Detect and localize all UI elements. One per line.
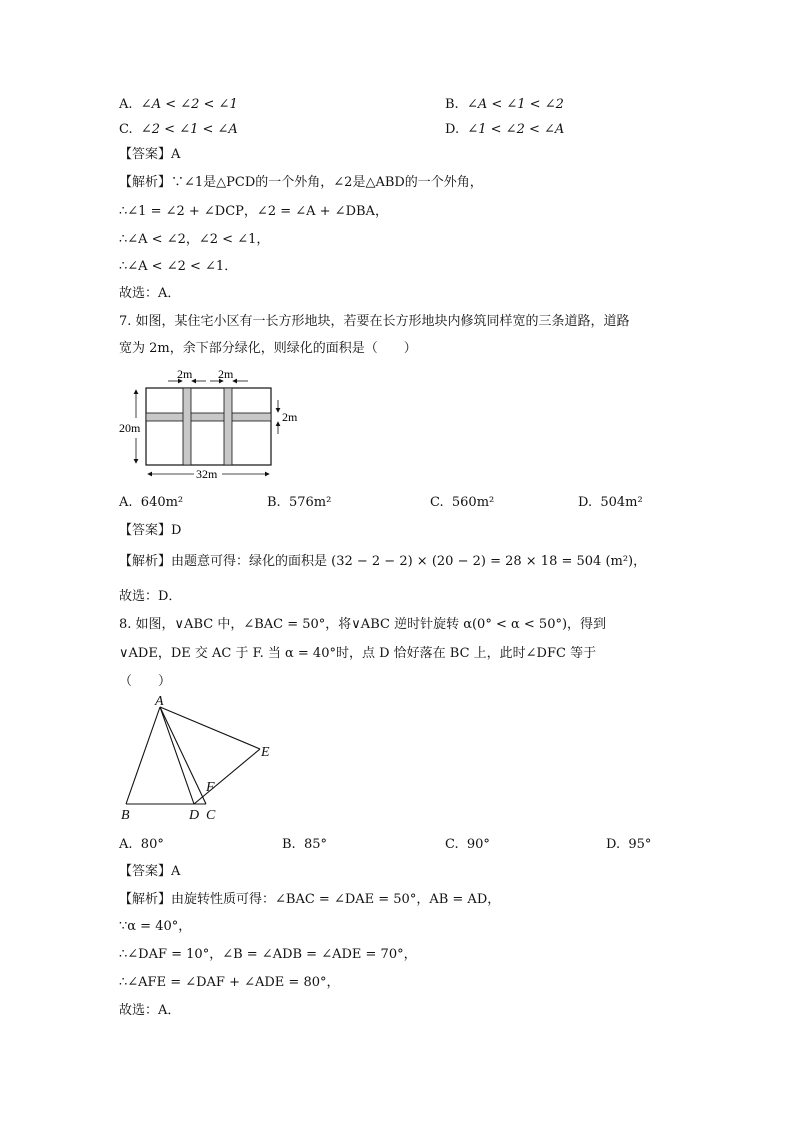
point-label-d: D xyxy=(189,808,200,823)
q8-option-b xyxy=(282,836,327,854)
q6-analysis-line: 【解析】∵∠1是△PCD的一个外角，∠2是△ABD的一个外角， xyxy=(119,175,483,190)
q8-analysis-line: ∴∠AFE = ∠DAF + ∠ADE = 80°， xyxy=(119,975,340,990)
option-label: B. xyxy=(445,97,459,112)
segment-ae xyxy=(160,707,260,749)
q8-analysis-line: 【解析】由旋转性质可得：∠BAC = ∠DAE = 50°，AB = AD， xyxy=(119,892,501,907)
q7-option-b xyxy=(267,494,331,512)
option-text: ∠A < ∠2 < ∠1 xyxy=(140,97,238,112)
segment-de xyxy=(194,749,260,804)
q6-option-d xyxy=(445,121,564,139)
q7-answer: 【答案】D xyxy=(119,523,182,538)
q6-analysis-line: ∴∠1 = ∠2 + ∠DCP，∠2 = ∠A + ∠DBA， xyxy=(119,204,388,219)
q7-figure-road-diagram xyxy=(110,364,310,482)
q6-option-c xyxy=(119,121,238,139)
option-text: ∠A < ∠1 < ∠2 xyxy=(466,97,564,112)
q8-stem: ∨ADE，DE 交 AC 于 F. 当 α = 40°时，点 D 恰好落在 BC 上，此时∠DFC 等于 xyxy=(119,646,597,661)
q8-analysis-line: ∴∠DAF = 10°，∠B = ∠ADB = ∠ADE = 70°， xyxy=(119,947,417,962)
q6-analysis-line: ∴∠A < ∠2 < ∠1． xyxy=(119,259,238,274)
dim-label-left: 20m xyxy=(119,421,141,435)
q7-option-a xyxy=(119,494,183,512)
option-text: 95° xyxy=(628,837,652,852)
land-outline xyxy=(146,388,271,465)
q8-stem: （ ） xyxy=(119,674,172,689)
q7-stem: 7. 如图，某住宅小区有一长方形地块，若要在长方形地块内修筑同样宽的三条道路，道路 xyxy=(119,314,630,329)
dim-label-top-1: 2m xyxy=(177,367,193,381)
option-text: 504m² xyxy=(600,495,643,510)
q8-stem: 8. 如图，∨ABC 中，∠BAC = 50°，将∨ABC 逆时针旋转 α(0° < α < 50°)，得到 xyxy=(119,617,607,632)
option-label: C. xyxy=(430,495,444,510)
q8-option-a xyxy=(119,836,164,854)
option-text: 80° xyxy=(140,837,164,852)
option-label: D. xyxy=(578,495,593,510)
option-text: 90° xyxy=(466,837,490,852)
point-label-a: A xyxy=(155,695,164,709)
option-text: ∠2 < ∠1 < ∠A xyxy=(140,122,238,137)
option-label: C. xyxy=(119,122,133,137)
q7-option-c xyxy=(430,494,494,512)
option-text: 576m² xyxy=(288,495,332,510)
q7-stem: 宽为 2m，余下部分绿化，则绿化的面积是（ ） xyxy=(119,341,417,356)
q7-analysis-line: 【解析】由题意可得：绿化的面积是 (32 − 2 − 2) × (20 − 2) = 28 × 18 = 504 (m²)， xyxy=(119,554,647,569)
q6-option-b xyxy=(445,96,564,114)
point-label-f: F xyxy=(206,780,215,795)
q8-option-d xyxy=(606,836,651,854)
option-label: D. xyxy=(606,837,621,852)
segment-ac xyxy=(160,707,206,804)
option-label: C. xyxy=(445,837,459,852)
q8-analysis-line: ∵α = 40°， xyxy=(119,919,192,934)
option-label: B. xyxy=(267,495,281,510)
dim-label-right: 2m xyxy=(282,410,298,424)
point-label-e: E xyxy=(261,745,270,760)
dim-label-top-2: 2m xyxy=(218,367,234,381)
option-text: ∠1 < ∠2 < ∠A xyxy=(467,122,565,137)
option-label: D. xyxy=(445,122,460,137)
q8-answer: 【答案】A xyxy=(119,864,181,879)
dim-label-bottom: 32m xyxy=(196,467,218,481)
option-text: 560m² xyxy=(451,495,495,510)
q8-option-c xyxy=(445,836,490,854)
q6-analysis-line: ∴∠A < ∠2，∠2 < ∠1， xyxy=(119,232,270,247)
q8-figure-triangle-rotation xyxy=(112,695,282,827)
point-label-c: C xyxy=(206,808,216,823)
option-label: A. xyxy=(119,837,133,852)
segment-ad xyxy=(160,707,194,804)
point-label-b: B xyxy=(121,808,130,823)
option-text: 85° xyxy=(303,837,327,852)
option-label: B. xyxy=(282,837,296,852)
q6-option-a xyxy=(119,96,238,114)
q8-conclusion: 故选：A． xyxy=(119,1003,181,1018)
horizontal-road xyxy=(146,413,271,421)
vertical-road-1 xyxy=(183,388,191,465)
q7-conclusion: 故选：D． xyxy=(119,589,182,604)
q7-option-d xyxy=(578,494,643,512)
option-label: A. xyxy=(119,495,133,510)
q6-answer: 【答案】A xyxy=(119,147,181,162)
vertical-road-2 xyxy=(224,388,232,465)
option-label: A. xyxy=(119,97,133,112)
option-text: 640m² xyxy=(140,495,184,510)
q6-conclusion: 故选：A． xyxy=(119,286,181,301)
segment-ab xyxy=(126,707,160,804)
